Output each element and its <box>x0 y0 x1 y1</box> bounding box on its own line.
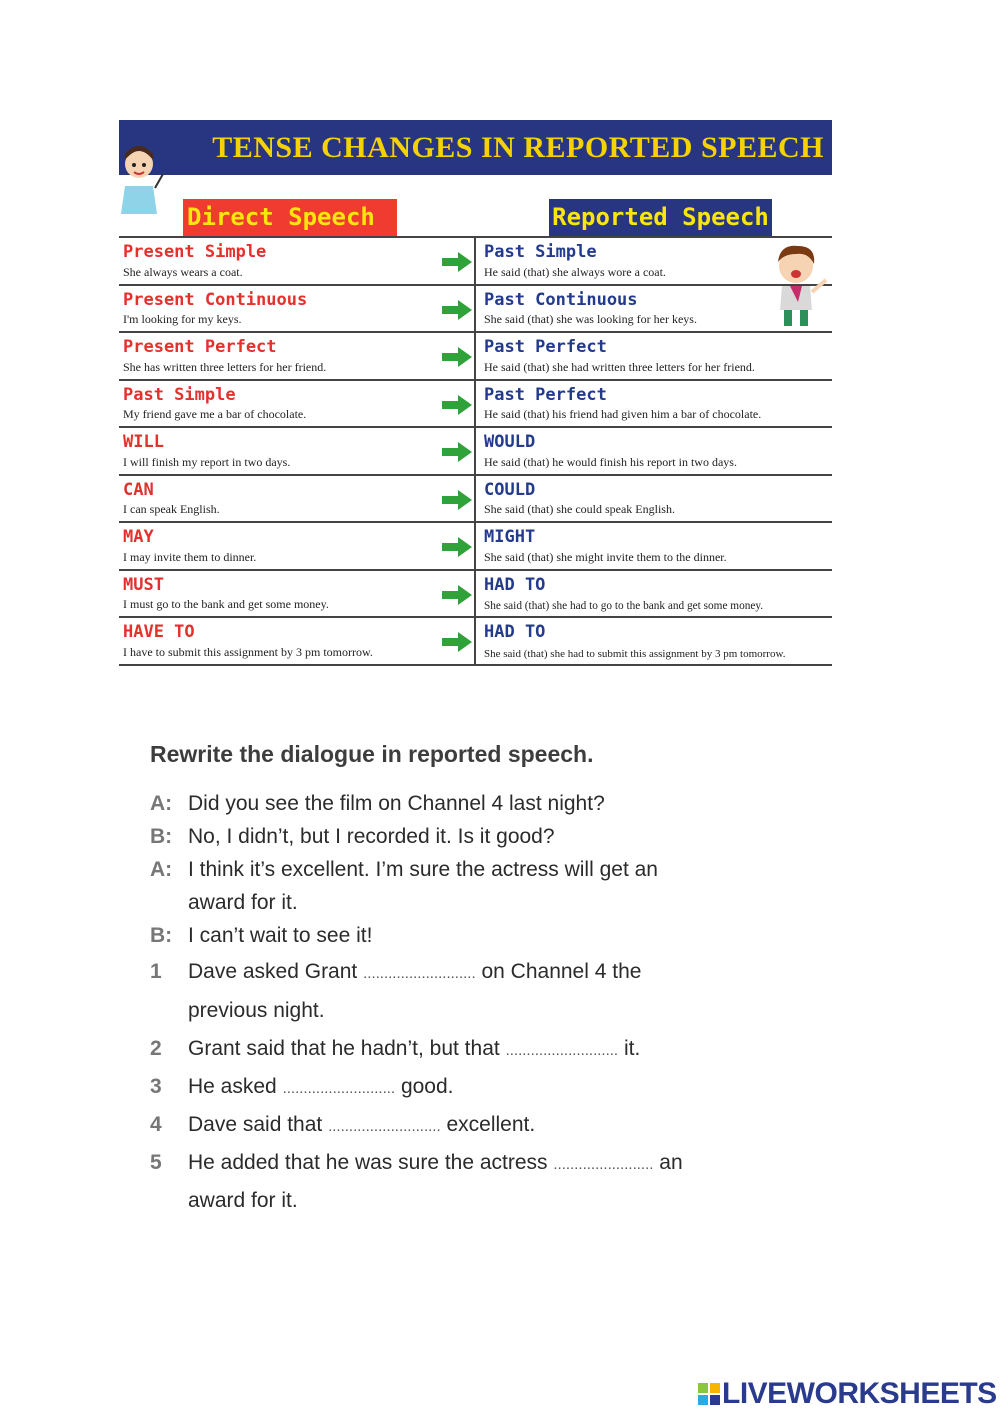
chart-title: TENSE CHANGES IN REPORTED SPEECH <box>119 120 832 175</box>
direct-tense: CAN <box>123 479 154 500</box>
dialogue-text: Did you see the film on Channel 4 last night? <box>188 792 605 815</box>
direct-tense: HAVE TO <box>123 622 195 642</box>
direct-example: She has written three letters for her friend. <box>123 359 327 374</box>
reported-example: He said (that) she always wore a coat. <box>484 264 666 279</box>
exercise-title: Rewrite the dialogue in reported speech. <box>150 741 594 767</box>
item-text-after: excellent. <box>446 1113 536 1136</box>
logo-grid-icon <box>698 1383 720 1405</box>
table-row <box>119 333 832 381</box>
direct-example: I'm looking for my keys. <box>123 312 242 326</box>
item-text-cont: previous night. <box>188 999 325 1022</box>
tense-chart <box>119 120 832 682</box>
arrow-right-icon <box>442 347 472 367</box>
reported-tense: HAD TO <box>484 574 546 595</box>
answer-blank[interactable]: ........................... <box>328 1118 441 1135</box>
boy-illustration <box>768 240 830 328</box>
reported-example: She said (that) she was looking for her keys. <box>484 312 697 326</box>
direct-tense: MUST <box>123 574 164 595</box>
dialogue-text: No, I didn’t, but I recorded it. Is it good? <box>188 825 555 848</box>
table-row <box>119 286 832 334</box>
item-text-before: Dave asked Grant <box>188 960 358 983</box>
speaker-label: A: <box>150 858 173 881</box>
item-number: 1 <box>150 960 162 983</box>
item-text-before: Grant said that he hadn’t, but that <box>188 1037 500 1060</box>
arrow-right-icon <box>442 252 472 272</box>
speaker-label: B: <box>150 825 173 848</box>
reported-example: She said (that) she had to submit this assignment by 3 pm tomorrow. <box>484 647 786 660</box>
arrow-right-icon <box>442 490 472 510</box>
reported-tense: Past Continuous <box>484 289 638 310</box>
answer-blank[interactable]: ........................... <box>282 1080 396 1097</box>
table-row <box>119 238 832 286</box>
reported-tense: MIGHT <box>484 527 536 547</box>
reported-tense: COULD <box>484 479 536 500</box>
arrow-right-icon <box>442 632 472 652</box>
speaker-label: A: <box>150 792 173 815</box>
direct-tense: MAY <box>123 527 154 547</box>
arrow-right-icon <box>442 585 472 605</box>
direct-tense: Past Simple <box>123 384 236 405</box>
direct-speech-header: Direct Speech <box>183 199 397 236</box>
table-row <box>119 381 832 429</box>
table-row <box>119 571 832 619</box>
answer-blank[interactable]: ........................... <box>363 965 476 982</box>
direct-tense: WILL <box>123 432 164 452</box>
direct-example: She always wears a coat. <box>123 264 243 279</box>
item-text-after: on Channel 4 the <box>481 960 642 983</box>
table-row <box>119 476 832 524</box>
item-text-after: it. <box>623 1037 641 1060</box>
item-text-before: He added that he was sure the actress <box>188 1151 548 1174</box>
answer-blank[interactable]: ........................... <box>505 1042 619 1059</box>
table-row <box>119 523 832 571</box>
direct-example: I may invite them to dinner. <box>123 549 257 564</box>
dialogue-text: I can’t wait to see it! <box>188 924 373 947</box>
arrow-right-icon <box>442 537 472 557</box>
dialogue-text: award for it. <box>188 891 298 914</box>
liveworksheets-logo[interactable] <box>698 1377 997 1411</box>
direct-example: I can speak English. <box>123 502 220 516</box>
speaker-label: B: <box>150 924 173 947</box>
reported-speech-header: Reported Speech <box>549 199 772 236</box>
item-text-after: an <box>659 1151 683 1174</box>
reported-example: He said (that) his friend had given him a bar of chocolate. <box>484 407 762 421</box>
arrow-right-icon <box>442 442 472 462</box>
reported-tense: Past Simple <box>484 242 597 262</box>
reported-example: She said (that) she could speak English. <box>484 502 675 516</box>
direct-example: My friend gave me a bar of chocolate. <box>123 407 307 421</box>
item-number: 3 <box>150 1075 162 1098</box>
reported-tense: Past Perfect <box>484 384 607 405</box>
direct-example: I have to submit this assignment by 3 pm tomorrow. <box>123 644 373 659</box>
tense-table <box>119 236 832 666</box>
item-number: 5 <box>150 1151 162 1174</box>
direct-example: I will finish my report in two days. <box>123 454 291 469</box>
direct-tense: Present Simple <box>123 242 267 262</box>
logo-text: LIVEWORKSHEETS <box>722 1377 997 1410</box>
answer-blank[interactable]: ........................ <box>553 1156 654 1173</box>
reported-tense: Past Perfect <box>484 337 607 357</box>
item-text-before: He asked <box>188 1075 277 1098</box>
reported-example: He said (that) she had written three letters for her friend. <box>484 359 755 374</box>
reported-tense: HAD TO <box>484 622 546 642</box>
teacher-illustration <box>119 138 165 214</box>
direct-tense: Present Perfect <box>123 337 277 357</box>
direct-example: I must go to the bank and get some money. <box>123 597 329 611</box>
item-number: 2 <box>150 1037 162 1060</box>
reported-example: She said (that) she had to go to the bank and get some money. <box>484 600 764 612</box>
item-text-before: Dave said that <box>188 1113 323 1136</box>
item-number: 4 <box>150 1113 162 1136</box>
item-text-after: good. <box>400 1075 454 1098</box>
dialogue-text: I think it’s excellent. I’m sure the actress will get an <box>188 858 658 881</box>
arrow-right-icon <box>442 395 472 415</box>
table-row <box>119 618 832 666</box>
direct-tense: Present Continuous <box>123 289 308 310</box>
table-row <box>119 428 832 476</box>
arrow-right-icon <box>442 300 472 320</box>
reported-example: She said (that) she might invite them to the dinner. <box>484 549 727 564</box>
reported-example: He said (that) he would finish his report in two days. <box>484 454 737 469</box>
reported-tense: WOULD <box>484 432 536 452</box>
item-text-cont: award for it. <box>188 1189 298 1212</box>
